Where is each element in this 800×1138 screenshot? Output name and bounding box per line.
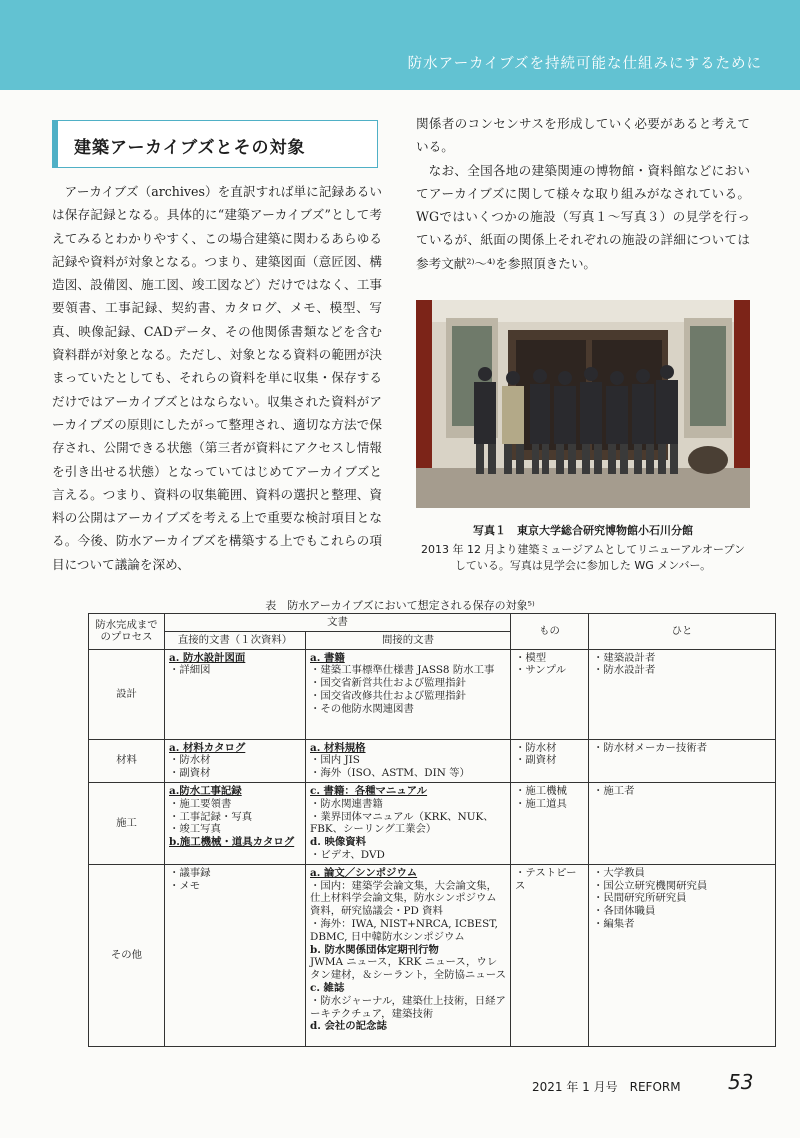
people-cell: [589, 782, 776, 864]
cell-heading: a. 材料規格: [310, 741, 366, 754]
cell-item: ・大学教員: [593, 866, 645, 879]
cell-heading: a.防水工事記録: [169, 784, 242, 797]
right-column: [416, 112, 750, 275]
table-body: [89, 649, 776, 1046]
cell-item: d. 映像資料: [310, 836, 367, 849]
cell-item: ・防水ジャーナル，建築仕上技術，日経アーキテクチュア，建築技術: [310, 994, 506, 1020]
cell-item: JWMA ニュース，KRK ニュース，ウレタン建材，＆シーラント，全防協ニュース: [310, 956, 506, 982]
table-row: [89, 782, 776, 864]
cell-item: ・ビデオ、DVD: [310, 848, 385, 861]
group-photo: [416, 300, 750, 508]
cell-item: ・防水設計者: [593, 664, 656, 677]
people-cell: [589, 649, 776, 739]
cell-item: ・各団体職員: [593, 905, 656, 918]
body-paragraph: 関係者のコンセンサスを形成していく必要があると考えている。: [416, 116, 750, 155]
direct-cell: [165, 864, 306, 1046]
body-paragraph: アーカイブズ（archives）を直訳すれば単に記録あるいは保存記録となる。具体的に“建築アーカイブズ”として考えてみるとわかりやすく、この場合建築に関わるあらゆる記録や資料が対象となる。つまり、建築図面（意匠図、構造図、設備図、施工図、竣工図など）だけではなく、工事要領書、工事記録、契約書、カタログ、メモ、模型、写真、映像記録、CADデータ、その他関係書類などを含む資料群が対象となる。ただし、対象となる資料の範囲が決まっていたとしても、それらの資料を単に収集・保存するだけではアーカイブズとはならない。収集された資料がアーカイブズの原則にしたがって整理され、適切な方法で保存され、公開できる状態（第三者が資料にアクセスし情報を引き出せる状態）となっていてはじめてアーカイブズと言える。つまり、資料の収集範囲、資料の選択と整理、資料の公開はアーカイブズを考える上で重要な検討項目となる。今後、防水アーカイブズを構築する上でもこれらの項目について議論を深め、: [52, 184, 382, 572]
cell-item: ・民間研究所研究員: [593, 892, 687, 905]
cell-item: ・竣工写真: [169, 823, 221, 836]
cell-item: ・国公立研究機関研究員: [593, 879, 708, 892]
things-cell: [511, 782, 589, 864]
header-people: ひと: [589, 614, 776, 650]
cell-item: ・模型: [515, 651, 547, 664]
cell-item: ・詳細図: [169, 664, 211, 677]
cell-item: ・副資材: [515, 754, 557, 767]
cell-item: ・海外（ISO、ASTM、DIN 等）: [310, 767, 470, 780]
cell-item: c. 雑誌: [310, 981, 345, 994]
stage-cell: 材料: [89, 739, 165, 782]
indirect-cell: [306, 739, 511, 782]
footer-issue: 2021 年 1 月号 REFORM: [532, 1080, 681, 1094]
cell-item: b. 防水関係団体定期刊行物: [310, 943, 439, 956]
header-process: 防水完成までのプロセス: [89, 614, 165, 650]
left-column: [52, 180, 382, 576]
direct-cell: [165, 782, 306, 864]
header-indirect: 間接的文書: [306, 631, 511, 649]
cell-item: ・防水関連書籍: [310, 797, 383, 810]
direct-cell: [165, 649, 306, 739]
cell-heading: a. 材料カタログ: [169, 741, 246, 754]
cell-item: ・テストピース: [515, 866, 577, 892]
cell-heading: a. 書籍: [310, 651, 345, 664]
cell-item: ・防水材メーカー技術者: [593, 741, 708, 754]
things-cell: [511, 649, 589, 739]
header-band: [0, 0, 800, 90]
people-cell: [589, 739, 776, 782]
cell-item: ・業界団体マニュアル（KRK、NUK、FBK、シーリング工業会）: [310, 810, 494, 836]
table-row: [89, 739, 776, 782]
cell-item: d. 会社の記念誌: [310, 1020, 387, 1033]
table-row: [89, 864, 776, 1046]
indirect-cell: [306, 864, 511, 1046]
section-title: 建築アーカイブズとその対象: [74, 138, 306, 158]
header-documents: 文書: [165, 614, 511, 632]
cell-item: ・建築設計者: [593, 651, 656, 664]
header-things: もの: [511, 614, 589, 650]
cell-heading: c. 書籍：各種マニュアル: [310, 784, 428, 797]
things-cell: [511, 864, 589, 1046]
table-title: 表 防水アーカイブズにおいて想定される保存の対象⁵⁾: [265, 599, 535, 612]
stage-cell: その他: [89, 864, 165, 1046]
page-number: 53: [728, 1070, 754, 1094]
header-title: 防水アーカイブズを持続可能な仕組みにするために: [407, 56, 762, 72]
cell-item: ・編集者: [593, 917, 635, 930]
cell-item: ・メモ: [169, 879, 201, 892]
section-heading: [52, 120, 378, 168]
cell-item: ・工事記録・写真: [169, 810, 253, 823]
cell-item: ・国内 JIS: [310, 754, 360, 767]
things-cell: [511, 739, 589, 782]
photo-caption-line: 2013 年 12 月より建築ミュージアムとしてリニューアルオープン: [420, 543, 746, 556]
cell-heading: a. 論文／シンポジウム: [310, 866, 418, 879]
archive-targets-table: [88, 613, 776, 1047]
cell-item: ・施工道具: [515, 797, 567, 810]
cell-item: ・サンプル: [515, 664, 567, 677]
cell-heading: b.施工機械・道具カタログ: [169, 836, 295, 849]
cell-item: ・施工機械: [515, 784, 567, 797]
stage-cell: 設計: [89, 649, 165, 739]
stage-cell: 施工: [89, 782, 165, 864]
photo-caption-line: している。写真は見学会に参加した WG メンバー。: [454, 559, 712, 572]
cell-item: ・その他防水関連図書: [310, 702, 414, 715]
body-paragraph: なお、全国各地の建築関連の博物館・資料館などにおいてアーカイブズに関して様々な取り組みがなされている。WGではいくつかの施設（写真１～写真３）の見学を行っているが、紙面の関係上それぞれの施設の詳細については参考文献²⁾～⁴⁾を参照頂きたい。: [416, 162, 750, 271]
cell-item: ・海外：IWA, NIST+NRCA, ICBEST, DBMC, 日中韓防水シンポジウム: [310, 917, 498, 943]
cell-item: ・国交省改修共仕および監理指針: [310, 689, 466, 702]
photo-caption-title: 写真１ 東京大学総合研究博物館小石川分館: [473, 524, 693, 537]
direct-cell: [165, 739, 306, 782]
cell-item: ・議事録: [169, 866, 211, 879]
header-direct: 直接的文書（１次資料）: [165, 631, 306, 649]
cell-item: ・施工者: [593, 784, 635, 797]
indirect-cell: [306, 649, 511, 739]
cell-heading: a. 防水設計図面: [169, 651, 246, 664]
cell-item: ・建築工事標準仕様書 JASS8 防水工事: [310, 664, 495, 677]
photo-illustration: [416, 300, 750, 508]
indirect-cell: [306, 782, 511, 864]
cell-item: ・国交省新営共仕および監理指針: [310, 677, 466, 690]
table-row: [89, 649, 776, 739]
cell-item: ・防水材: [169, 754, 211, 767]
cell-item: ・防水材: [515, 741, 557, 754]
cell-item: ・副資材: [169, 767, 211, 780]
people-cell: [589, 864, 776, 1046]
cell-item: ・施工要領書: [169, 797, 232, 810]
cell-item: ・国内：建築学会論文集，大会論文集，仕上材料学会論文集，防水シンポジウム資料，研究協議会・PD 資料: [310, 879, 498, 918]
photo-caption: [392, 542, 774, 574]
